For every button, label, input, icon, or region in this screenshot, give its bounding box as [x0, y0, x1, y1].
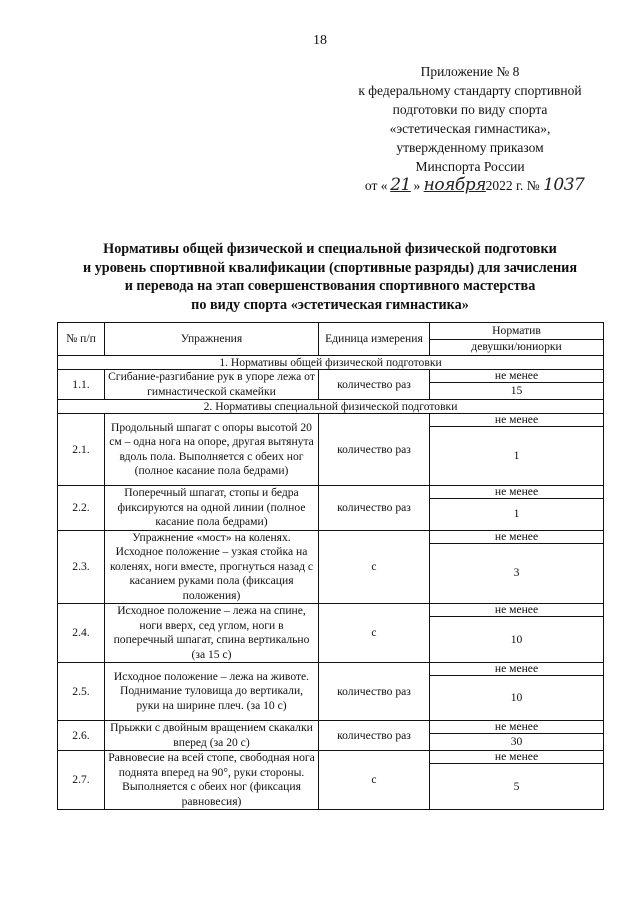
header-unit: Единица измерения [319, 323, 430, 356]
header-exercise: Упражнения [105, 323, 319, 356]
row-unit: количество раз [319, 663, 430, 721]
row-unit: с [319, 751, 430, 810]
section-row [58, 356, 604, 370]
document-title [40, 240, 620, 314]
order-number-handwritten: 1037 [543, 175, 585, 195]
row-num: 1.1. [58, 370, 105, 400]
row-qualifier: не менее [430, 663, 604, 676]
appendix-line: утвержденному приказом [396, 140, 544, 155]
page-number: 18 [313, 33, 327, 48]
table-row [58, 414, 604, 427]
table-row [58, 663, 604, 676]
row-exercise: Поперечный шпагат, стопы и бедра фиксируются на одной линии (полное касание пола бедрами) [105, 486, 319, 531]
row-unit: количество раз [319, 486, 430, 531]
section-row [58, 400, 604, 414]
row-exercise: Равновесие на всей стопе, свободная нога поднята вперед на 90°, руки стороны. Выполняется с обеих ног (фиксация равновесия) [105, 751, 319, 810]
appendix-block [330, 62, 610, 195]
title-line: Нормативы общей физической и специальной физической подготовки [103, 241, 557, 257]
row-num: 2.1. [58, 414, 105, 486]
row-num: 2.6. [58, 721, 105, 751]
row-num: 2.3. [58, 530, 105, 604]
row-unit: количество раз [319, 370, 430, 400]
row-qualifier: не менее [430, 721, 604, 734]
row-qualifier: не менее [430, 370, 604, 383]
standards-table [57, 322, 604, 810]
row-num: 2.2. [58, 486, 105, 531]
order-date-line [330, 176, 610, 195]
row-value: 1 [430, 499, 604, 530]
appendix-line: к федеральному стандарту спортивной [358, 83, 582, 98]
row-num: 2.5. [58, 663, 105, 721]
header-num: № п/п [58, 323, 105, 356]
table-row [58, 751, 604, 764]
row-qualifier: не менее [430, 414, 604, 427]
title-line: по виду спорта «эстетическая гимнастика» [191, 296, 469, 313]
row-exercise: Упражнение «мост» на коленях. Исходное положение – узкая стойка на коленях, ноги вместе, прогнуться назад с касанием руками пола (фиксация положения) [105, 530, 319, 604]
row-value: 1 [430, 427, 604, 486]
table-row [58, 370, 604, 383]
table-row [58, 721, 604, 734]
row-qualifier: не менее [430, 530, 604, 543]
title-line: и уровень спортивной квалификации (спортивные разряды) для зачисления [82, 259, 577, 276]
row-qualifier: не менее [430, 751, 604, 764]
date-prefix: от « [364, 178, 388, 193]
row-unit: количество раз [319, 414, 430, 486]
appendix-line: подготовки по виду спорта [392, 102, 548, 117]
row-exercise: Сгибание-разгибание рук в упоре лежа от гимнастической скамейки [105, 370, 319, 400]
table-row [58, 486, 604, 499]
section-title: 2. Нормативы специальной физической подготовки [58, 400, 604, 414]
table-row [58, 604, 604, 617]
row-qualifier: не менее [430, 604, 604, 617]
row-value: 5 [430, 764, 604, 810]
row-value: 10 [430, 617, 604, 663]
header-norm: Норматив [430, 323, 604, 340]
appendix-line: «эстетическая гимнастика», [389, 121, 551, 136]
title-line: и перевода на этап совершенствования спортивного мастерства [124, 278, 536, 294]
row-unit: с [319, 604, 430, 663]
row-exercise: Продольный шпагат с опоры высотой 20 см – одна нога на опоре, другая вытянута вдоль пола. Выполняется с обеих ног (полное касание пола бедрами) [105, 414, 319, 486]
row-unit: с [319, 530, 430, 604]
header-group: девушки/юниорки [430, 339, 604, 356]
row-exercise: Прыжки с двойным вращением скакалки вперед (за 20 с) [105, 721, 319, 751]
date-day-handwritten: 21 [390, 175, 411, 195]
row-value: 15 [430, 383, 604, 400]
table-row [58, 530, 604, 543]
appendix-line: Минспорта России [415, 159, 525, 174]
date-month-handwritten: ноября [423, 175, 486, 195]
row-unit: количество раз [319, 721, 430, 751]
row-value: 30 [430, 734, 604, 751]
row-qualifier: не менее [430, 486, 604, 499]
section-title: 1. Нормативы общей физической подготовки [58, 356, 604, 370]
date-mid: » [413, 178, 421, 193]
appendix-line: Приложение № 8 [420, 64, 520, 79]
row-exercise: Исходное положение – лежа на спине, ноги вверх, сед углом, ноги в поперечный шпагат, спина вертикально (за 15 с) [105, 604, 319, 663]
date-year: 2022 г. № [485, 178, 540, 193]
header-row [58, 323, 604, 340]
row-value: 3 [430, 543, 604, 603]
row-value: 10 [430, 676, 604, 721]
row-num: 2.7. [58, 751, 105, 810]
row-num: 2.4. [58, 604, 105, 663]
row-exercise: Исходное положение – лежа на животе. Поднимание туловища до вертикали, руки на ширине плеч. (за 10 с) [105, 663, 319, 721]
